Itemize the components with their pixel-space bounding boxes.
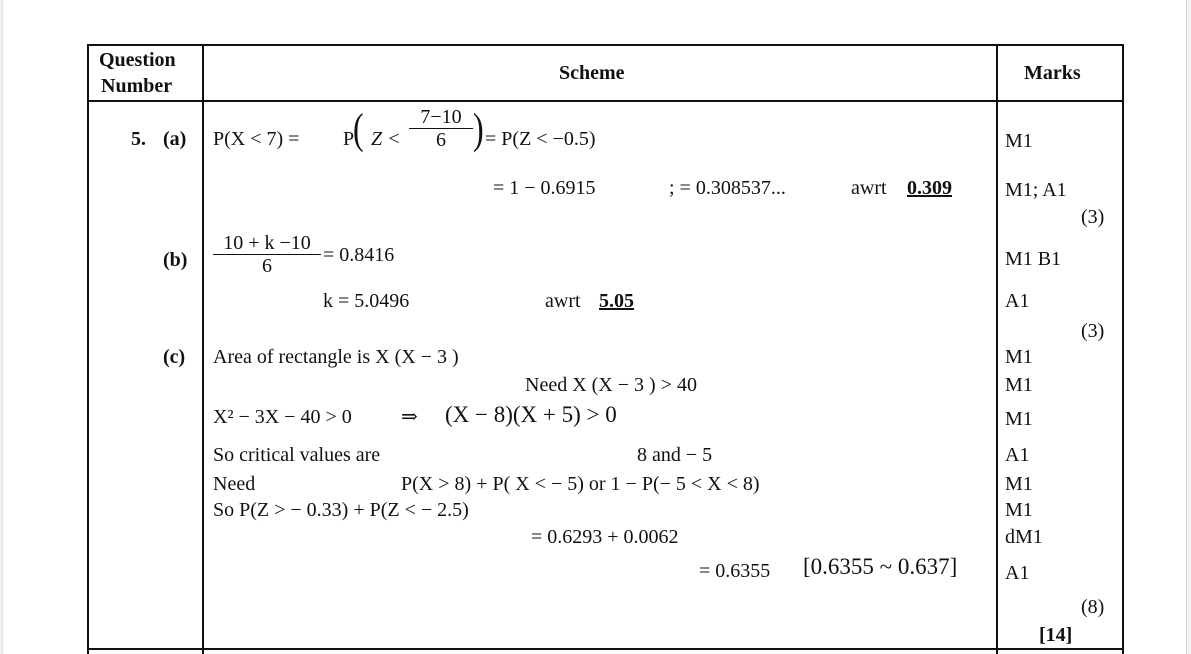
part-b-mark-1: M1 B1 [1005,248,1062,270]
part-c-line-3-left: X² − 3X − 40 > 0 [213,406,352,428]
part-a-right-paren: ) [473,103,484,153]
part-b-label: (b) [163,249,188,271]
part-a-line2: = 1 − 0.6915 [493,177,596,199]
part-a-mark-2: M1; A1 [1005,179,1067,201]
part-c-mark-7: dM1 [1005,526,1043,548]
table-top-border [87,44,1124,46]
part-c-line-7: = 0.6293 + 0.0062 [531,526,679,548]
part-c-mark-4: A1 [1005,444,1030,466]
part-a-fraction [409,106,473,151]
part-b-k-line: k = 5.0496 [323,290,410,312]
part-a-rhs: = P(Z < −0.5) [485,128,596,150]
part-c-line-2: Need X (X − 3 ) > 40 [525,374,697,396]
header-question-number-2: Number [101,75,173,97]
column-divider-2 [996,44,998,654]
part-c-mark-2: M1 [1005,374,1033,396]
grand-total: [14] [1039,624,1073,646]
part-b-frac-den: 6 [262,255,272,277]
part-b-total: (3) [1081,320,1105,342]
part-b-frac-num: 10 + k −10 [213,232,321,255]
part-c-mark-1: M1 [1005,346,1033,368]
part-c-line-1: Area of rectangle is X (X − 3 ) [213,346,459,368]
part-c-line-3-right: (X − 8)(X + 5) > 0 [445,402,617,427]
part-a-left-paren: ( [353,103,364,153]
document-page [2,0,1187,654]
part-c-total: (8) [1081,596,1105,618]
part-b-answer: 5.05 [599,290,634,312]
part-c-line-3-arrow: ⇒ [401,406,418,428]
part-a-total: (3) [1081,206,1105,228]
mark-scheme-table [87,44,1124,654]
question-number: 5. [131,128,146,150]
part-a-z: Z < [371,128,401,150]
part-c-label: (c) [163,346,186,368]
part-c-line-8-left: = 0.6355 [699,560,771,582]
part-c-line-6: So P(Z > − 0.33) + P(Z < − 2.5) [213,499,469,521]
part-a-answer: 0.309 [907,177,952,199]
part-c-mark-5: M1 [1005,473,1033,495]
part-b-fraction [213,232,321,277]
part-c-mark-3: M1 [1005,408,1033,430]
part-c-line-5-left: Need [213,473,256,495]
header-scheme: Scheme [559,62,625,84]
table-left-border [87,44,89,654]
part-c-line-8-range: [0.6355 ~ 0.637] [803,554,958,579]
part-a-p: P [343,128,355,150]
part-b-awrt: awrt [545,290,581,312]
part-a-frac-num: 7−10 [409,106,473,129]
part-c-line-4-right: 8 and − 5 [637,444,713,466]
part-c-mark-6: M1 [1005,499,1033,521]
header-bottom-border [87,100,1124,102]
part-a-label: (a) [163,128,187,150]
part-a-lhs: P(X < 7) = [213,128,300,150]
table-right-border [1122,44,1124,654]
header-marks: Marks [1024,62,1081,84]
header-question-number-1: Question [99,49,176,71]
column-divider-1 [202,44,204,654]
part-a-line2-mid: ; = 0.308537... [669,177,786,199]
part-c-mark-8: A1 [1005,562,1030,584]
part-c-line-5-right: P(X > 8) + P( X < − 5) or 1 − P(− 5 < X < 8) [401,473,760,495]
part-b-eq-rhs: = 0.8416 [323,244,395,266]
part-a-mark-1: M1 [1005,130,1033,152]
part-b-mark-2: A1 [1005,290,1030,312]
part-c-line-4-left: So critical values are [213,444,381,466]
table-bottom-border [87,648,1124,650]
part-a-awrt: awrt [851,177,887,199]
part-a-frac-den: 6 [436,129,446,151]
